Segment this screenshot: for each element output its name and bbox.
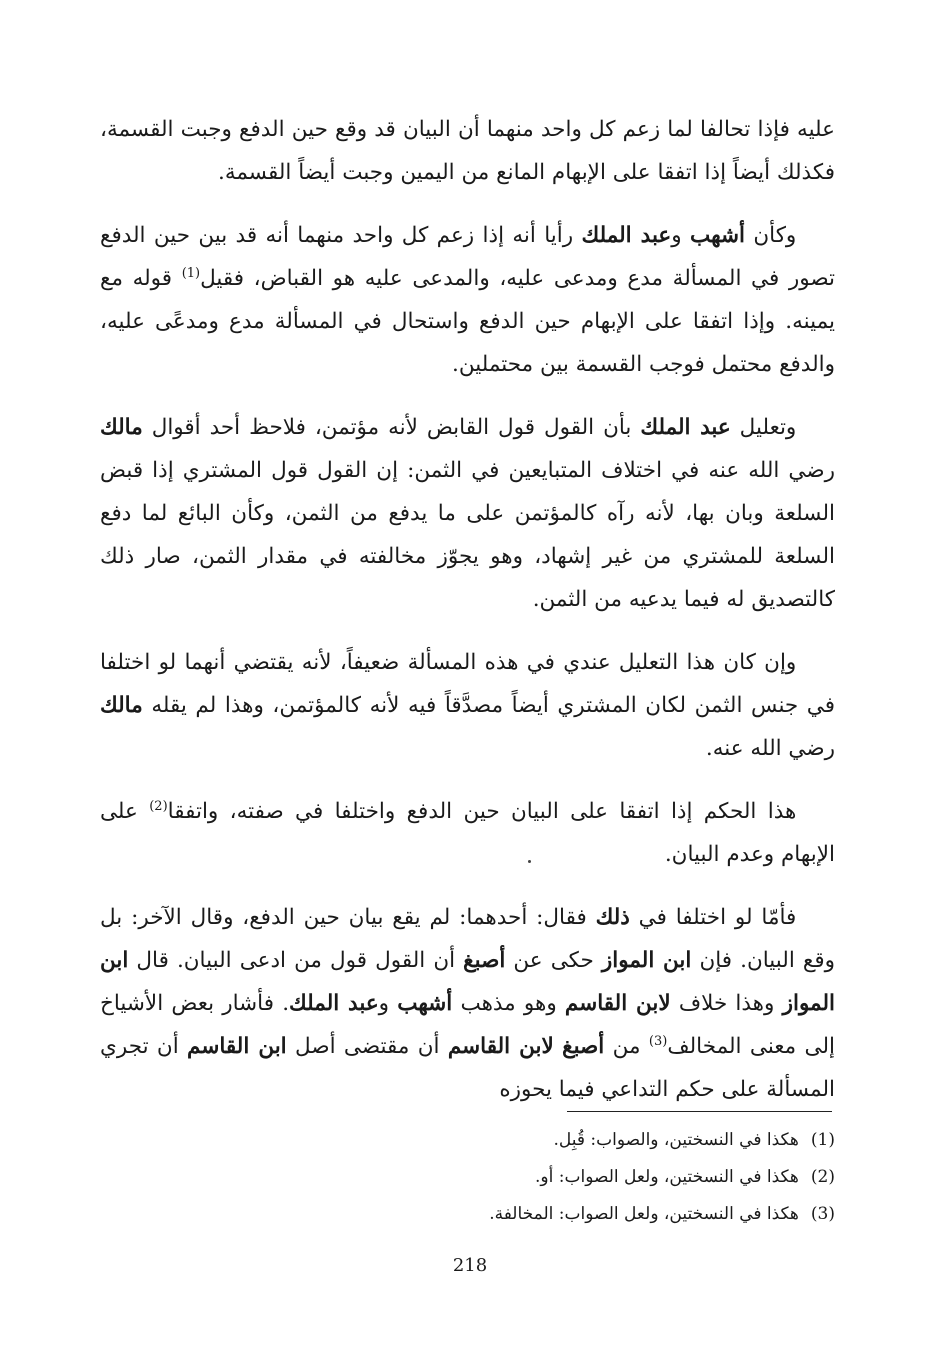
- paragraph: [100, 108, 835, 194]
- text-segment: رأيا أنه إذا زعم كل واحد منهما أنه قد بين حين الدفع تصور في المسألة مدع ومدعى عليه، والمدعى عليه هو القباض، فقيل: [100, 223, 835, 291]
- footnote-reference: (1): [181, 265, 201, 281]
- footnote: [300, 1196, 835, 1233]
- text-segment: أن تجري المسألة على حكم التداعي فيما يحوزه: [100, 1034, 835, 1102]
- name-highlight: لابن القاسم: [564, 991, 671, 1016]
- text-segment: وإن كان هذا التعليل عندي في هذه المسألة ضعيفاً، لأنه يقتضي أنهما لو اختلفا في جنس الثمن لكان المشتري أيضاً مصدَّقاً فيه لأنه كالمؤتمن، وهذا لم يقله: [100, 650, 835, 718]
- text-segment: أن مقتضى أصل: [286, 1034, 448, 1059]
- text-segment: و: [671, 223, 690, 248]
- name-highlight: عبد الملك: [289, 991, 379, 1016]
- footnote-number: (1): [810, 1130, 835, 1150]
- text-segment: هذا الحكم إذا اتفقا على البيان حين الدفع واختلفا في صفته، واتفقا: [167, 799, 797, 824]
- page-number: 218: [452, 1255, 488, 1276]
- footnote-separator: [567, 1111, 832, 1112]
- text-segment: على الإبهام وعدم البيان.: [100, 799, 835, 867]
- text-segment: أن القول قول من ادعى البيان. قال: [128, 948, 464, 973]
- text-segment: و: [378, 991, 398, 1016]
- footnote: [300, 1159, 835, 1196]
- main-text: [100, 108, 835, 1131]
- name-highlight: أشهب: [690, 223, 746, 248]
- name-highlight: مالك: [100, 415, 143, 440]
- text-segment: عليه فإذا تحالفا لما زعم كل واحد منهما أن البيان قد وقع حين الدفع وجبت القسمة، فكذلك أيضاً إذا اتفقا على الإبهام المانع من اليمين وجبت أيضاً القسمة.: [100, 117, 836, 185]
- name-highlight: عبد الملك: [640, 415, 731, 440]
- paragraph: [100, 896, 835, 1111]
- footnote-text: هكذا في النسختين، ولعل الصواب: المخالفة.: [489, 1204, 799, 1224]
- name-highlight: مالك: [100, 693, 143, 718]
- scan-speck: [528, 860, 531, 863]
- footnotes: [300, 1122, 835, 1233]
- name-highlight: أصبغ: [562, 1034, 605, 1059]
- paragraph: [100, 214, 835, 386]
- text-segment: قوله مع يمينه. وإذا اتفقا على الإبهام حين الدفع واستحال في المسألة مدع ومدعًى عليه، والدفع محتمل فوجب القسمة بين محتملين.: [100, 266, 835, 377]
- name-highlight: ابن القاسم: [187, 1034, 287, 1059]
- name-highlight: ذلك: [595, 905, 630, 930]
- text-segment: وتعليل: [730, 415, 797, 440]
- text-segment: حكى عن: [505, 948, 602, 973]
- name-highlight: أشهب: [397, 991, 453, 1016]
- name-highlight: ابن المواز: [100, 948, 836, 1016]
- name-highlight: أصبغ: [463, 948, 506, 973]
- text-segment: فقال: أحدهما: لم يقع بيان حين الدفع، وقال الآخر: بل وقع البيان. فإن: [100, 905, 835, 973]
- text-segment: رضي الله عنه.: [705, 736, 835, 761]
- text-segment: وهذا خلاف: [670, 991, 783, 1016]
- text-segment: رضي الله عنه في اختلاف المتبايعين في الثمن: إن القول قول المشتري إذا قبض السلعة وبان بها، لأنه رآه كالمؤتمن على ما يدفع من الثمن، وكأن البائع لما دفع السلعة للمشتري من غير إشهاد، وهو يجوّز مخالفته في مقدار الثمن، صار ذلك كالتصديق له فيما يدعيه من الثمن.: [100, 458, 835, 612]
- text-segment: بأن القول قول القابض لأنه مؤتمن، فلاحظ أحد أقوال: [142, 415, 641, 440]
- footnote-reference: (3): [648, 1033, 668, 1049]
- text-segment: من: [604, 1034, 649, 1059]
- paragraph: [100, 641, 835, 770]
- paragraph: [100, 790, 835, 876]
- text-segment: . فأشار بعض الأشياخ إلى معنى المخالف: [100, 991, 835, 1059]
- text-segment: [554, 1034, 562, 1059]
- paragraph: [100, 406, 835, 621]
- text-segment: وهو مذهب: [452, 991, 565, 1016]
- footnote-reference: (2): [149, 798, 168, 814]
- name-highlight: ابن المواز: [601, 948, 692, 973]
- footnote-text: هكذا في النسختين، والصواب: قُبِل.: [553, 1130, 799, 1150]
- footnote-number: (2): [810, 1167, 835, 1187]
- name-highlight: عبد الملك: [581, 223, 672, 248]
- footnote-text: هكذا في النسختين، ولعل الصواب: أو.: [535, 1167, 799, 1187]
- text-segment: وكأن: [745, 223, 797, 248]
- footnote: [300, 1122, 835, 1159]
- text-segment: فأمّا لو اختلفا في: [629, 905, 797, 930]
- name-highlight: لابن القاسم: [447, 1034, 554, 1059]
- footnote-number: (3): [810, 1204, 835, 1224]
